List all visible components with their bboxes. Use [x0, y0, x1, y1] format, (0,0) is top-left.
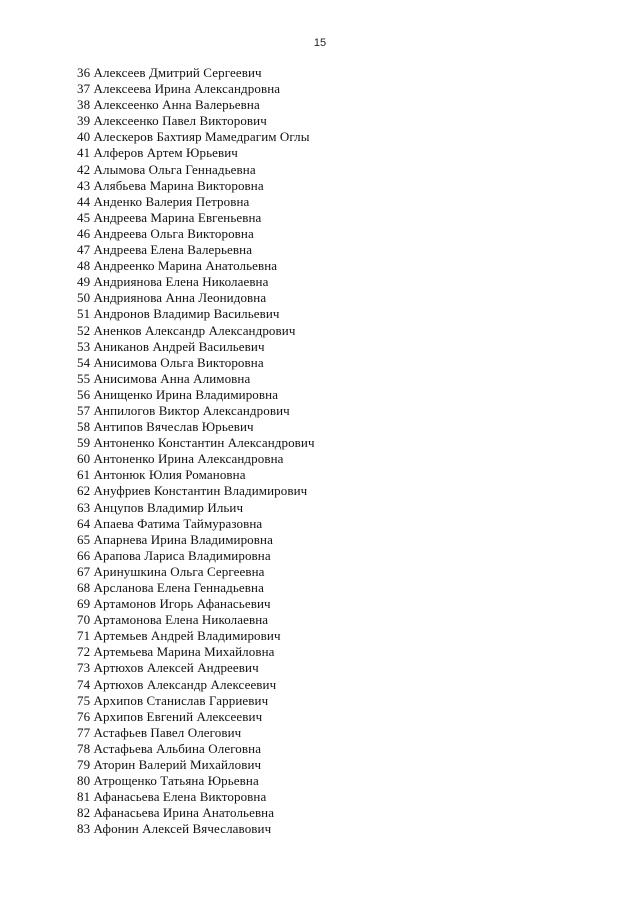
list-item: 58 Антипов Вячеслав Юрьевич — [77, 419, 254, 435]
list-item: 66 Арапова Лариса Владимировна — [77, 547, 271, 563]
list-item: 48 Андреенко Марина Анатольевна — [77, 258, 278, 274]
list-item: 70 Артамонова Елена Николаевна — [77, 612, 269, 628]
list-item: 38 Алексеенко Анна Валерьевна — [77, 97, 260, 113]
list-item: 49 Андриянова Елена Николаевна — [77, 274, 269, 290]
list-item: 40 Алескеров Бахтияр Мамедрагим Оглы — [77, 129, 310, 145]
list-item: 68 Арсланова Елена Геннадьевна — [77, 580, 264, 595]
list-item: 69 Артамонов Игорь Афанасьевич — [77, 596, 271, 612]
list-item: 75 Архипов Станислав Гарриевич — [77, 692, 269, 708]
list-item: 63 Анцупов Владимир Ильич — [77, 499, 244, 515]
list-item: 80 Атрощенко Татьяна Юрьевна — [77, 773, 259, 789]
list-item: 82 Афанасьева Ирина Анатольевна — [77, 805, 275, 821]
list-item: 50 Андриянова Анна Леонидовна — [77, 290, 267, 306]
list-item: 61 Антонюк Юлия Романовна — [77, 467, 246, 483]
list-item: 62 Ануфриев Константин Владимирович — [77, 483, 308, 499]
list-item: 47 Андреева Елена Валерьевна — [77, 242, 253, 258]
list-item: 59 Антоненко Константин Александрович — [77, 435, 315, 451]
list-item: 64 Апаева Фатима Таймуразовна — [77, 515, 263, 531]
list-item: 41 Алферов Артем Юрьевич — [77, 145, 238, 161]
list-item: 56 Анищенко Ирина Владимировна — [77, 386, 279, 402]
list-item: 54 Анисимова Ольга Викторовна — [77, 354, 264, 370]
list-item: 36 Алексеев Дмитрий Сергеевич — [77, 65, 262, 80]
list-item: 78 Астафьева Альбина Олеговна — [77, 740, 262, 756]
list-item: 55 Анисимова Анна Алимовна — [77, 370, 251, 386]
list-item: 77 Астафьев Павел Олегович — [77, 724, 242, 740]
list-item: 76 Архипов Евгений Алексеевич — [77, 708, 263, 724]
list-item: 44 Анденко Валерия Петровна — [77, 193, 250, 209]
list-item: 37 Алексеева Ирина Александровна — [77, 81, 281, 97]
list-item: 39 Алексеенко Павел Викторович — [77, 113, 267, 129]
list-item: 74 Артюхов Александр Алексеевич — [77, 676, 277, 692]
list-item: 60 Антоненко Ирина Александровна — [77, 451, 284, 467]
list-item: 42 Алымова Ольга Геннадьевна — [77, 161, 256, 177]
list-item: 83 Афонин Алексей Вячеславович — [77, 821, 272, 837]
list-item: 57 Анпилогов Виктор Александрович — [77, 402, 290, 418]
list-item: 67 Аринушкина Ольга Сергеевна — [77, 563, 265, 579]
list-item: 43 Алябьева Марина Викторовна — [77, 177, 264, 193]
list-item: 53 Аниканов Андрей Васильевич — [77, 338, 265, 354]
list-item: 52 Аненков Александр Александрович — [77, 322, 296, 338]
name-list — [77, 65, 315, 838]
page-number: 15 — [313, 37, 327, 49]
list-item: 65 Апарнева Ирина Владимировна — [77, 531, 273, 547]
list-item: 71 Артемьев Андрей Владимирович — [77, 628, 281, 644]
list-item: 72 Артемьева Марина Михайловна — [77, 644, 275, 660]
list-item: 81 Афанасьева Елена Викторовна — [77, 789, 267, 805]
list-item: 73 Артюхов Алексей Андреевич — [77, 660, 259, 676]
list-item: 46 Андреева Ольга Викторовна — [77, 225, 254, 241]
list-item: 79 Аторин Валерий Михайлович — [77, 757, 262, 773]
list-item: 45 Андреева Марина Евгеньевна — [77, 209, 262, 225]
list-item: 51 Андронов Владимир Васильевич — [77, 306, 280, 322]
